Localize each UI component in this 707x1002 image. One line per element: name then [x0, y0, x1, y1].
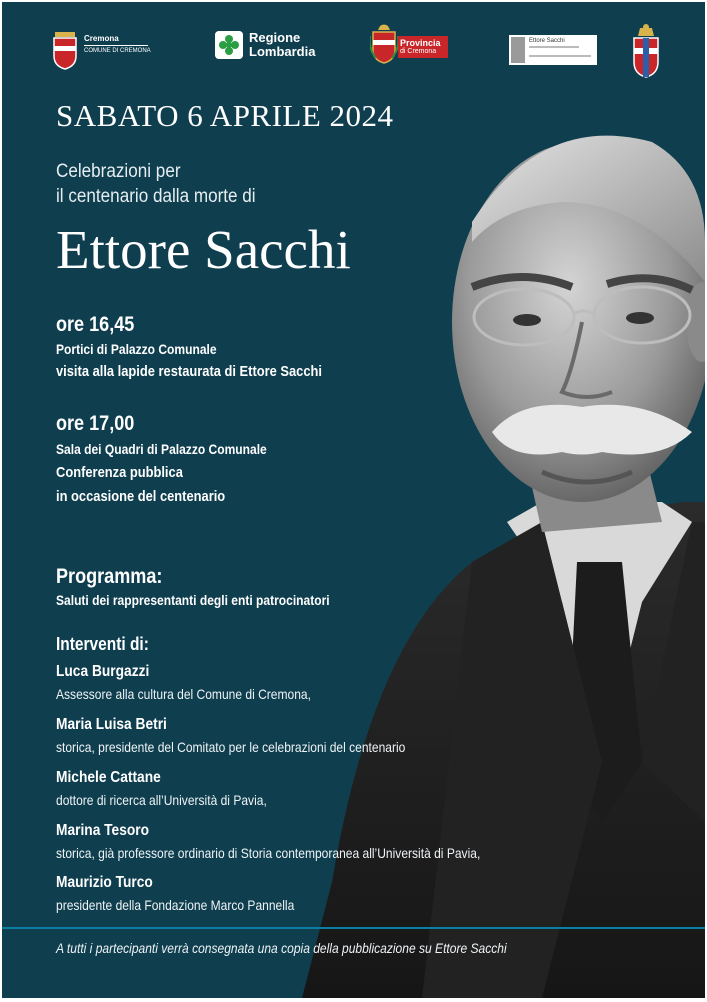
speaker-4-name: Marina Tesoro: [56, 822, 150, 839]
event-poster: [2, 2, 705, 998]
event-2-place: Sala dei Quadri di Palazzo Comunale: [56, 441, 267, 457]
event-1-place: Portici di Palazzo Comunale: [56, 341, 217, 357]
event-intro: [56, 159, 256, 209]
event-2-description-line1: Conferenza pubblica: [56, 464, 183, 481]
speaker-2-role: storica, presidente del Comitato per le celebrazioni del centenario: [56, 739, 406, 755]
speaker-3-name: Michele Cattane: [56, 769, 161, 786]
event-date: SABATO 6 APRILE 2024: [56, 98, 394, 133]
event-intro-line1: Celebrazioni per: [56, 161, 181, 182]
provincia-logo-line2: di Cremona: [400, 48, 437, 55]
event-1-description: visita alla lapide restaurata di Ettore Sacchi: [56, 363, 322, 380]
event-intro-line2: il centenario dalla morte di: [56, 186, 256, 207]
footer-note: A tutti i partecipanti verrà consegnata una copia della pubblicazione su Ettore Sacchi: [56, 940, 507, 956]
event-1-time: ore 16,45: [56, 313, 135, 336]
poster-text: [2, 2, 705, 998]
honoree-name: Ettore Sacchi: [56, 219, 351, 280]
speaker-5-role: presidente della Fondazione Marco Pannella: [56, 897, 295, 913]
programma-title: Programma:: [56, 565, 163, 588]
comune-logo-title: Cremona: [84, 34, 119, 43]
speaker-2-name: Maria Luisa Betri: [56, 716, 167, 733]
regione-logo-line2: Lombardia: [249, 44, 316, 59]
regione-logo-line1: Regione: [249, 30, 301, 45]
interventi-title: Interventi di:: [56, 634, 149, 654]
programma-subtitle: Saluti dei rappresentanti degli enti patrocinatori: [56, 592, 330, 608]
speaker-4-role: storica, già professore ordinario di Storia contemporanea all’Università di Pavia,: [56, 845, 481, 861]
provincia-logo-line1: Provincia: [400, 38, 441, 48]
comune-logo-subtitle: COMUNE DI CREMONA: [84, 48, 151, 54]
footer-divider: [2, 927, 705, 929]
event-2-time: ore 17,00: [56, 412, 135, 435]
speaker-3-role: dottore di ricerca all’Università di Pavia,: [56, 792, 267, 808]
speaker-1-name: Luca Burgazzi: [56, 663, 150, 680]
event-2-description-line2: in occasione del centenario: [56, 488, 226, 505]
speaker-5-name: Maurizio Turco: [56, 874, 153, 891]
speaker-1-role: Assessore alla cultura del Comune di Cremona,: [56, 686, 311, 702]
fondazione-logo-title: Ettore Sacchi: [529, 38, 565, 44]
